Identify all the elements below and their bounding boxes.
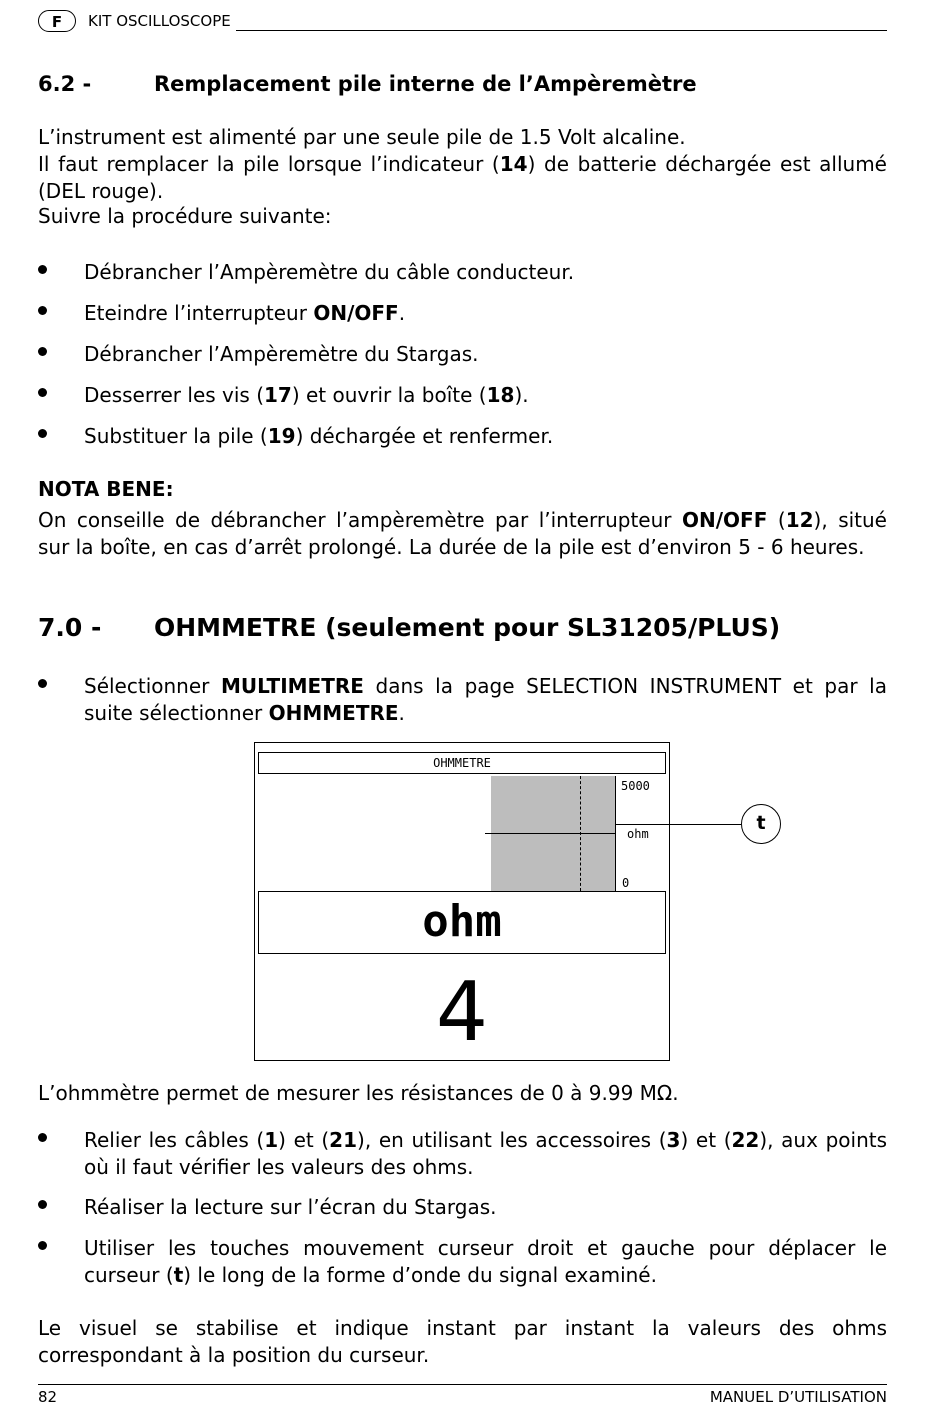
unit-display: ohm bbox=[258, 891, 666, 954]
scale-axis bbox=[615, 776, 616, 891]
list-item: Desserrer les vis (17) et ouvrir la boîte (18). bbox=[84, 383, 529, 407]
nota-bene-text: On conseille de débrancher l’ampèremètre par l’interrupteur ON/OFF (12), situé sur la boîte, en cas d’arrêt prolongé. La durée de la pile est d’environ 5 - 6 heures. bbox=[38, 508, 887, 559]
list-item: Eteindre l’interrupteur ON/OFF. bbox=[84, 301, 406, 325]
nota-bene-heading: NOTA BENE: bbox=[38, 477, 174, 501]
scale-max-label: 5000 bbox=[621, 779, 650, 793]
bullet-icon bbox=[38, 259, 52, 273]
bullet-icon bbox=[38, 341, 52, 355]
section-number-6-2: 6.2 - bbox=[38, 72, 92, 96]
list-item: Sélectionner MULTIMETRE dans la page SELECTION INSTRUMENT et par la suite sélectionner OHMMETRE. bbox=[84, 674, 887, 725]
bullet-icon bbox=[38, 382, 52, 396]
bullet-icon bbox=[38, 1194, 52, 1208]
paragraph-battery-type: L’instrument est alimenté par une seule pile de 1.5 Volt alcaline. bbox=[38, 125, 686, 149]
section-number-7-0: 7.0 - bbox=[38, 613, 102, 642]
paragraph-display-stabilizes: Le visuel se stabilise et indique instant par instant la valeurs des ohms correspondant à la position du curseur. bbox=[38, 1316, 887, 1367]
list-item: Débrancher l’Ampèremètre du Stargas. bbox=[84, 342, 479, 366]
bullet-icon bbox=[38, 300, 52, 314]
callout-leader-line bbox=[615, 824, 741, 825]
list-item: Relier les câbles (1) et (21), en utilisant les accessoires (3) et (22), aux points où il faut vérifier les valeurs des ohms. bbox=[84, 1128, 888, 1179]
scale-min-label: 0 bbox=[622, 876, 630, 890]
list-item: Réaliser la lecture sur l’écran du Stargas. bbox=[84, 1195, 497, 1219]
header-title: KIT OSCILLOSCOPE bbox=[88, 12, 231, 30]
list-item: Utiliser les touches mouvement curseur droit et gauche pour déplacer le curseur (t) le long de la forme d’onde du signal examiné. bbox=[84, 1236, 887, 1287]
bullet-icon bbox=[38, 1235, 52, 1249]
bullet-icon bbox=[38, 423, 52, 437]
language-badge: F bbox=[38, 10, 76, 32]
bullet-icon bbox=[38, 1127, 52, 1141]
paragraph-procedure-intro: Suivre la procédure suivante: bbox=[38, 204, 332, 228]
cursor-reference-line bbox=[485, 833, 615, 834]
scale-unit-label: ohm bbox=[627, 827, 649, 841]
page-number: 82 bbox=[38, 1388, 58, 1406]
screen-title: OHMMETRE bbox=[258, 752, 666, 774]
cursor-callout: t bbox=[741, 804, 781, 844]
paragraph-measure-range: L’ohmmètre permet de mesurer les résistances de 0 à 9.99 MΩ. bbox=[38, 1081, 679, 1105]
reading-value: 4 bbox=[435, 965, 489, 1060]
list-item: Substituer la pile (19) déchargée et renfermer. bbox=[84, 424, 554, 448]
section-title-6-2: Remplacement pile interne de l’Ampèremètre bbox=[154, 72, 697, 96]
header-rule bbox=[236, 30, 887, 31]
footer-manual-title: MANUEL D’UTILISATION bbox=[709, 1388, 887, 1406]
bullet-icon bbox=[38, 673, 52, 687]
paragraph-replace-battery: Il faut remplacer la pile lorsque l’indicateur (14) de batterie déchargée est allumé (DEL rouge). bbox=[38, 152, 887, 203]
footer-rule bbox=[38, 1384, 887, 1385]
list-item: Débrancher l’Ampèremètre du câble conducteur. bbox=[84, 260, 575, 284]
section-title-7-0: OHMMETRE (seulement pour SL31205/PLUS) bbox=[154, 613, 781, 642]
